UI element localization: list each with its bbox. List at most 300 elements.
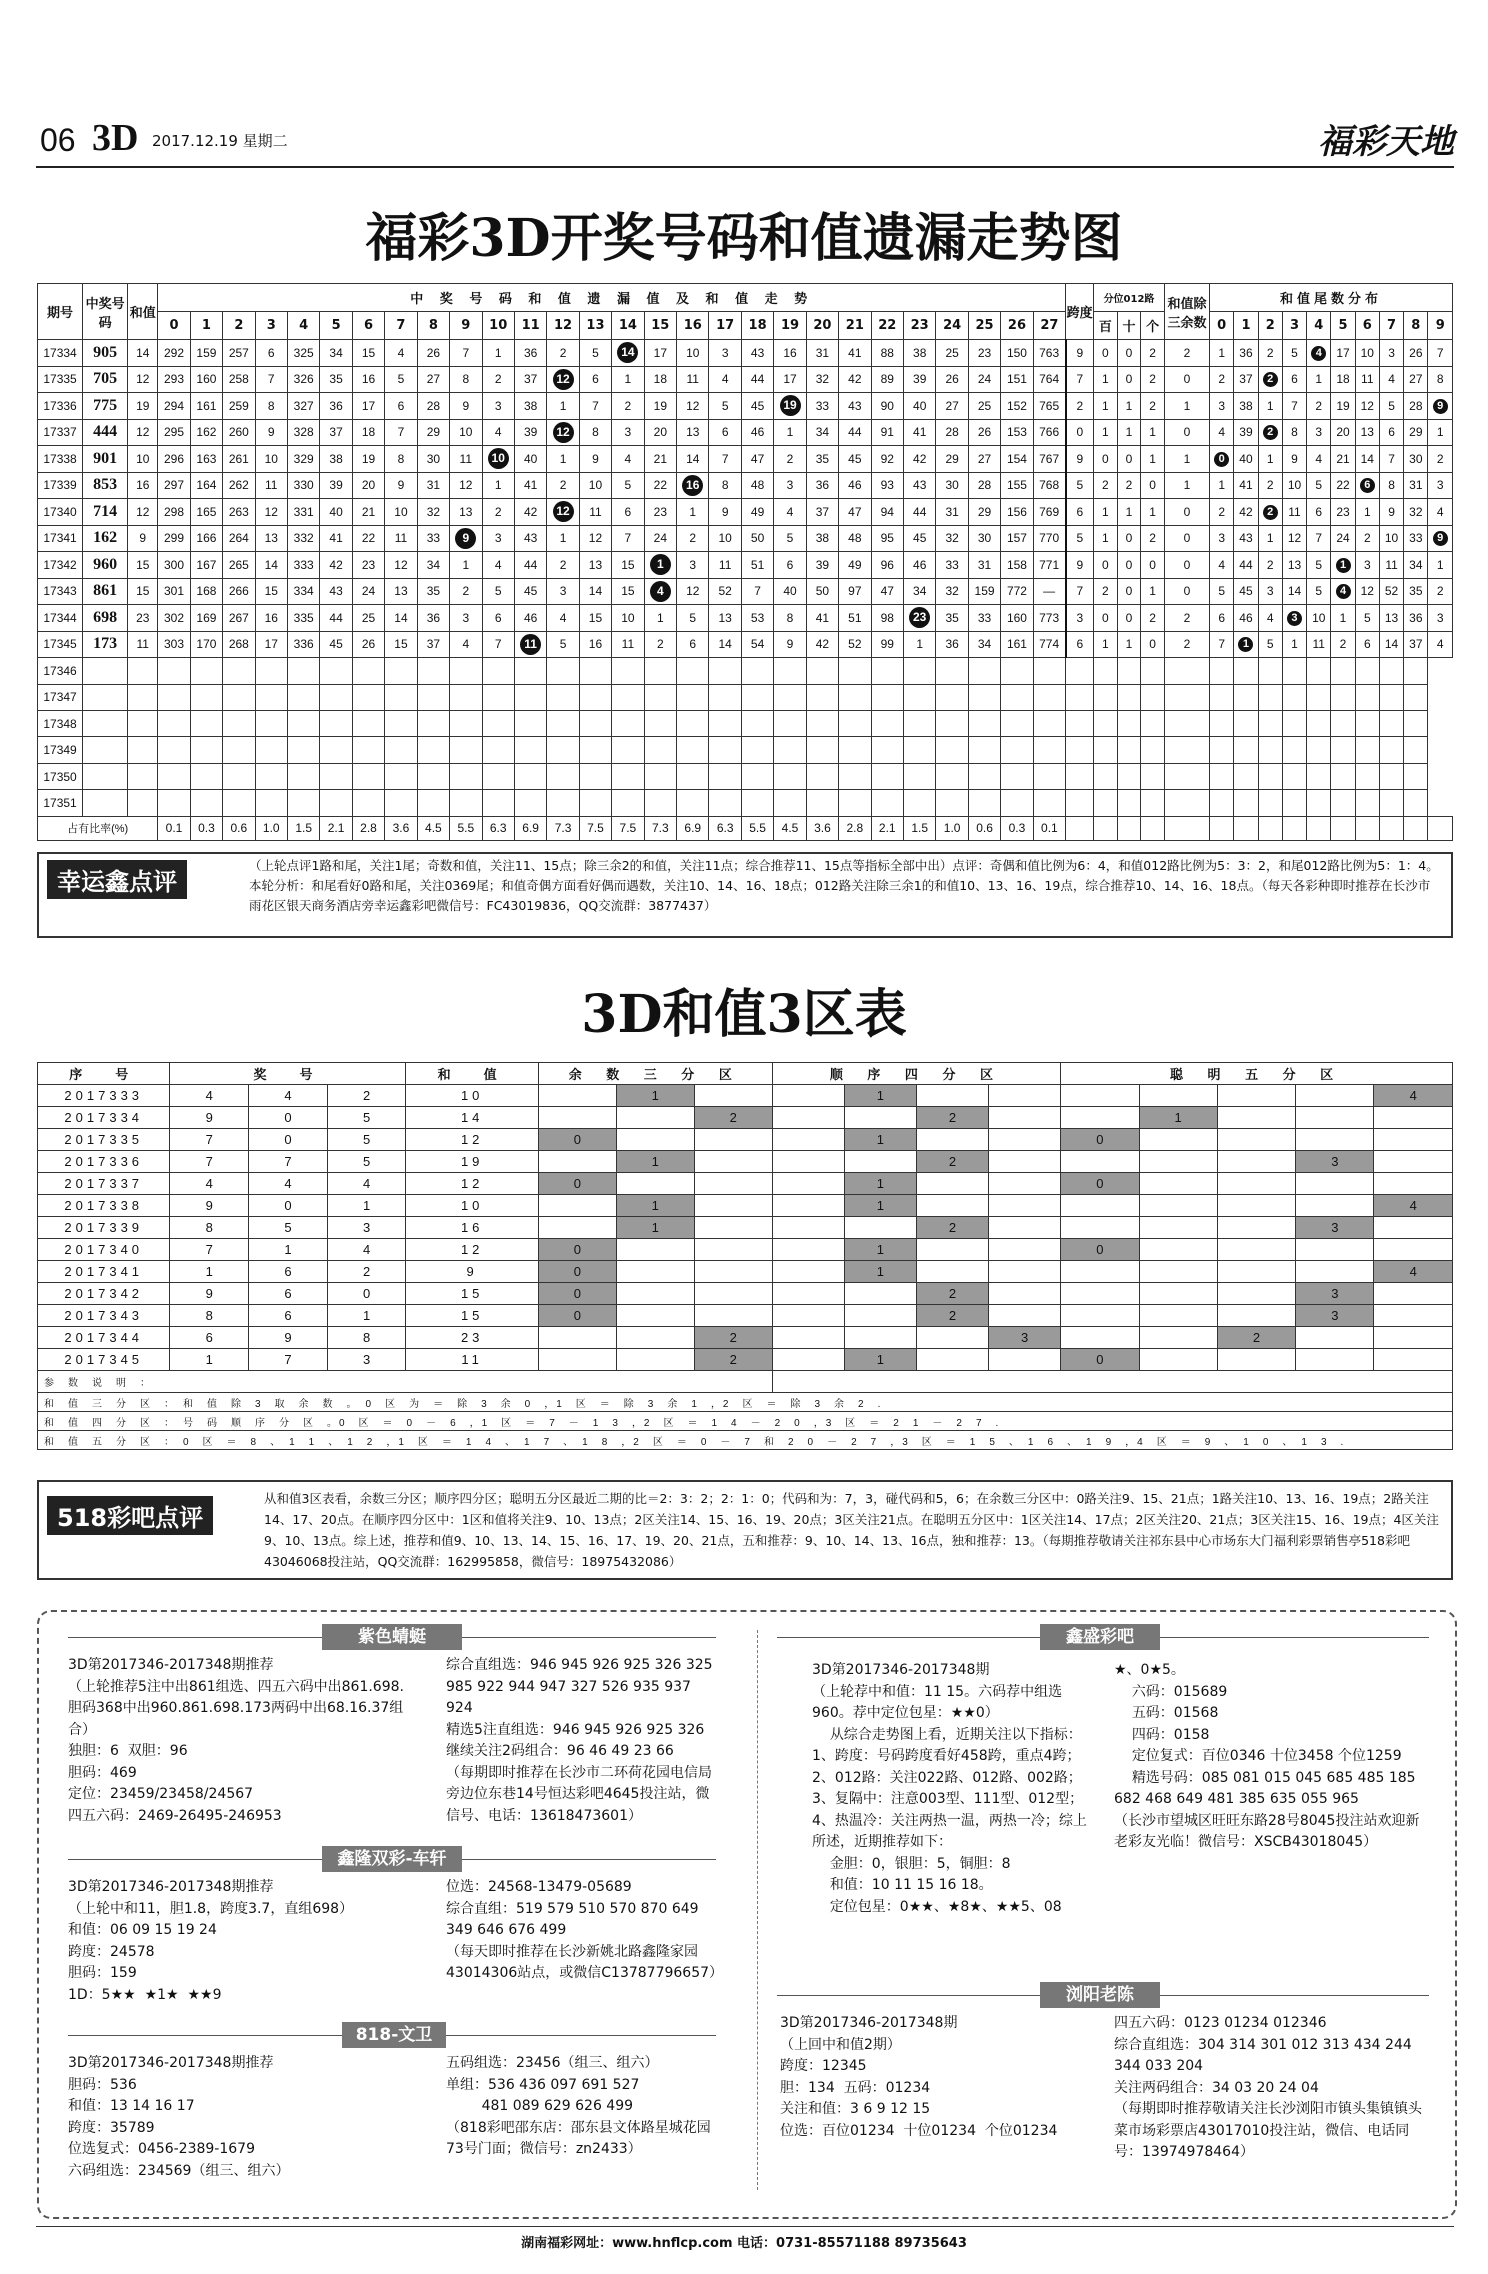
liuyang-left-text: 3D第2017346-2017348期 （上回中和值2期） 跨度：12345 胆：134 五码：01234 关注和值：3 6 9 12 15 位选：百位01234 十位01234 个位01234 [780,2015,1058,2139]
zone4-hit: 2 [916,1217,988,1239]
miss-value: 773 [1033,605,1065,631]
miss-value: 26 [417,340,449,366]
sum-hit-marker [547,419,579,445]
miss-value: 32 [806,366,838,392]
miss-value: 326 [287,366,319,392]
miss-value: 160 [190,366,222,392]
miss-value: 40 [774,578,806,604]
tail-value: 13 [1355,419,1379,445]
empty-cell [1066,658,1094,684]
prize-digit: 9 [170,1195,249,1217]
empty-cell [1094,684,1118,710]
empty-cell [385,790,417,816]
empty-cell [1404,737,1428,763]
empty-cell [83,658,128,684]
miss-value: 329 [287,446,319,472]
position-value: 0 [1117,340,1141,366]
empty-cell [255,737,287,763]
miss-value: 11 [579,499,611,525]
empty-cell [1258,711,1282,737]
tail-value: 17 [1331,340,1355,366]
issue-id: 17339 [38,472,83,498]
empty-cell [320,684,352,710]
position-value: 1 [1141,446,1165,472]
tail-value: 4 [1210,552,1234,578]
tail-value: 9 [1379,499,1403,525]
empty-cell [741,684,773,710]
tail-hit-marker [1428,393,1453,419]
miss-value: 162 [190,419,222,445]
winning-number: 173 [83,631,128,657]
miss-value: 26 [968,419,1000,445]
tail-hit-marker [1307,340,1331,366]
empty-cell [1117,737,1141,763]
empty-cell [709,737,741,763]
tail-hit-marker [1210,446,1234,472]
zone4-hit: 2 [916,1283,988,1305]
comment-text: 从和值3区表看，余数三分区；顺序四分区；聪明五分区最近二期的比＝2：3：2；2：1：0；代码和为：7，3，碰代码和5，6；在余数三分区中：0路关注9、15、21点；1路关注10、13、16、19点；2路关注14、17、20点。在顺序四分区中：1区和值将关注9、10、13点；2区关注14、15、16、19、20点；3区关注21点。在聪明五分区中：1区关注14、17点；2区关注20、21点；3区关注15、16、19点；4区关注9、10、13点。综上述，推荐和值9、10、13、14、15、16、17、19、20、21点，五和推荐：9、10、14、13、16点，独和推荐：13。（每期推荐敬请关注祁东县中心市场东大门福利彩票销售亭518彩吧43046068投注站，QQ交流群：162995858，微信号：18975432086） [264,1491,1439,1569]
miss-value: 3 [547,578,579,604]
xinlong-left-text: 3D第2017346-2017348期推荐 （上轮中和11，胆1.8，跨度3.7，直组698） 和值：06 09 15 19 24 跨度：24578 胆码：159 1D：5★★ ★1★ ★★9 [68,1879,354,2003]
sum-value: 12 [406,1129,538,1151]
miss-value: 99 [871,631,903,657]
zone5-cell [1374,1217,1453,1239]
miss-value: 37 [514,366,546,392]
empty-cell [255,790,287,816]
zone4-cell [916,1195,988,1217]
miss-value: 300 [158,552,190,578]
miss-value: 1 [612,366,644,392]
miss-value: 33 [417,525,449,551]
header-divider [36,166,1454,168]
miss-value: 39 [903,366,935,392]
zone3-cell [694,1151,772,1173]
header-tail-digit: 1 [1234,312,1258,340]
tail-value: 1 [1307,366,1331,392]
miss-value: 6 [255,340,287,366]
trend-row [38,631,1453,657]
position-value: 0 [1117,552,1141,578]
zone3-cell [538,1107,616,1129]
tail-hit-marker [1282,605,1306,631]
empty-cell [1404,790,1428,816]
miss-value: 43 [741,340,773,366]
zone5-cell [1139,1327,1217,1349]
header-mod3: 和值除三余数 [1164,284,1209,340]
miss-value: 6 [385,393,417,419]
miss-value: 46 [514,605,546,631]
zone4-cell [772,1305,844,1327]
empty-cell [1404,816,1428,840]
miss-value: 1 [903,631,935,657]
header-sum-value: 19 [774,312,806,340]
miss-value: 301 [158,578,190,604]
empty-cell [83,763,128,789]
sum-hit-value: 14 [617,342,638,363]
ratio-value: 0.1 [1033,816,1065,840]
sum-hit-marker [612,340,644,366]
sum-hit-marker [450,525,482,551]
sum-value: 11 [406,1349,538,1371]
header-sum: 和 值 [406,1063,538,1085]
miss-value: 21 [644,446,676,472]
trend-row-empty [38,658,1453,684]
sum-value: 14 [406,1107,538,1129]
empty-cell [1355,684,1379,710]
zone5-hit: 3 [1296,1151,1374,1173]
tail-value: 4 [1379,366,1403,392]
sum-hit-marker [547,366,579,392]
tail-value: 34 [1404,552,1428,578]
empty-cell [1379,737,1403,763]
tail-value: 2 [1331,631,1355,657]
miss-value: 165 [190,499,222,525]
miss-value: 50 [741,525,773,551]
empty-cell [1379,658,1403,684]
miss-value: 28 [968,472,1000,498]
sum-value: 23 [128,605,158,631]
sum-value: 16 [406,1217,538,1239]
sum-value: 16 [128,472,158,498]
header-sum-value: 16 [677,312,709,340]
empty-cell [1234,658,1258,684]
header-sum-value: 6 [352,312,384,340]
empty-cell [158,737,190,763]
miss-value: 10 [709,525,741,551]
miss-value: 23 [352,552,384,578]
miss-value: 13 [450,499,482,525]
zone-row [38,1349,1453,1371]
position-value: 0 [1117,578,1141,604]
zone5-cell [1296,1085,1374,1107]
trend-row-empty [38,763,1453,789]
sum-hit-marker [903,605,935,631]
sum-hit-value: 12 [553,422,574,443]
empty-cell [128,737,158,763]
zone5-cell [1296,1107,1374,1129]
empty-cell [128,658,158,684]
empty-cell [1355,790,1379,816]
empty-cell [903,763,935,789]
tail-value: 13 [1379,605,1403,631]
empty-cell [1033,790,1065,816]
zone-row [38,1173,1453,1195]
miss-value: 763 [1033,340,1065,366]
miss-value: 13 [709,605,741,631]
miss-value: 7 [450,340,482,366]
tail-hit-value: 0 [1214,452,1229,467]
header-sum-value: 1 [190,312,222,340]
empty-cell [1164,658,1209,684]
header-position: 百 [1094,312,1118,340]
miss-value: 98 [871,605,903,631]
issue-id: 17338 [38,446,83,472]
prize-digit: 5 [249,1217,328,1239]
empty-cell [128,763,158,789]
zone-row [38,1129,1453,1151]
zone5-hit: 4 [1374,1261,1453,1283]
empty-cell [417,763,449,789]
miss-value: 92 [871,446,903,472]
tail-value: 3 [1210,393,1234,419]
ratio-value: 5.5 [450,816,482,840]
miss-value: 295 [158,419,190,445]
zone4-hit: 1 [844,1239,916,1261]
miss-value: 7 [482,631,514,657]
miss-value: 158 [1001,552,1033,578]
miss-value: 41 [903,419,935,445]
zone5-cell [1296,1239,1374,1261]
miss-value: 15 [352,340,384,366]
zone4-cell [989,1085,1061,1107]
header-tail-digit: 3 [1282,312,1306,340]
zone-issue-id: 2017338 [38,1195,170,1217]
zone5-cell [1061,1261,1139,1283]
zone5-cell [1139,1349,1217,1371]
header-issue: 序 号 [38,1063,170,1085]
header-issue: 期号 [38,284,83,340]
zone3-cell [616,1349,694,1371]
ratio-value: 3.6 [385,816,417,840]
header-tail: 和值尾数分布 [1210,284,1453,312]
ratio-value: 2.8 [839,816,871,840]
empty-cell [1210,816,1234,840]
zone5-cell [1139,1217,1217,1239]
empty-cell [547,684,579,710]
header-sum-value: 4 [287,312,319,340]
empty-cell [1066,790,1094,816]
position-value: 1 [1141,578,1165,604]
empty-cell [450,684,482,710]
miss-value: 262 [223,472,255,498]
empty-cell [1355,816,1379,840]
miss-value: 39 [806,552,838,578]
miss-value: 14 [385,605,417,631]
zone3-hit: 1 [616,1085,694,1107]
miss-value: 48 [839,525,871,551]
miss-value: 33 [806,393,838,419]
sum-hit-marker [774,393,806,419]
miss-value: — [1033,578,1065,604]
tail-value: 35 [1404,578,1428,604]
zone-issue-id: 2017334 [38,1107,170,1129]
issue-id: 17340 [38,499,83,525]
sum-hit-marker [644,552,676,578]
prize-digit: 7 [249,1349,328,1371]
empty-cell [1001,763,1033,789]
empty-cell [1210,737,1234,763]
header-sum-value: 5 [320,312,352,340]
ratio-value: 0.6 [968,816,1000,840]
issue-id: 17350 [38,763,83,789]
miss-value: 32 [936,525,968,551]
zone5-cell [1217,1283,1295,1305]
miss-value: 38 [806,525,838,551]
position-value: 0 [1094,552,1118,578]
empty-cell [514,737,546,763]
empty-cell [806,684,838,710]
span-value: 9 [1066,340,1094,366]
empty-cell [352,711,384,737]
zone3-cell [538,1217,616,1239]
zone5-cell [1217,1173,1295,1195]
empty-cell [1428,816,1453,840]
zone5-cell [1296,1327,1374,1349]
position-value: 2 [1141,393,1165,419]
miss-value: 20 [352,472,384,498]
miss-value: 16 [255,605,287,631]
column-divider [757,1630,758,2190]
tail-hit-value: 3 [1287,611,1302,626]
empty-cell [1164,737,1209,763]
empty-cell [871,763,903,789]
sum-hit-marker [677,472,709,498]
empty-cell [839,763,871,789]
header-sum-value: 15 [644,312,676,340]
zone4-cell [916,1261,988,1283]
miss-value: 26 [936,366,968,392]
span-value: 7 [1066,366,1094,392]
empty-cell [579,790,611,816]
miss-value: 32 [417,499,449,525]
empty-cell [352,790,384,816]
zone5-hit: 0 [1061,1173,1139,1195]
mod-value: 0 [1164,525,1209,551]
empty-cell [385,658,417,684]
header-sum-value: 12 [547,312,579,340]
tail-hit-marker [1258,499,1282,525]
empty-cell [1141,763,1165,789]
miss-value: 21 [352,499,384,525]
tail-hit-value: 6 [1360,478,1375,493]
empty-cell [1117,658,1141,684]
miss-value: 16 [352,366,384,392]
issue-id: 17347 [38,684,83,710]
empty-cell [352,658,384,684]
empty-cell [1282,711,1306,737]
tail-value: 30 [1404,446,1428,472]
header-sum-value: 9 [450,312,482,340]
sum-value: 15 [128,578,158,604]
position-value: 0 [1094,446,1118,472]
empty-cell [871,684,903,710]
span-value: 5 [1066,472,1094,498]
section-tag-xinlong: 鑫隆双彩-车轩 [322,1846,462,1872]
miss-value: 97 [839,578,871,604]
miss-value: 10 [612,605,644,631]
miss-value: 29 [936,446,968,472]
miss-value: 5 [774,525,806,551]
miss-value: 6 [482,605,514,631]
issue-id: 17341 [38,525,83,551]
empty-cell [1282,763,1306,789]
zone3-cell [616,1283,694,1305]
miss-value: 1 [547,525,579,551]
zone4-cell [772,1151,844,1173]
tail-value: 2 [1428,446,1453,472]
miss-value: 36 [320,393,352,419]
empty-cell [255,763,287,789]
prize-digit: 1 [327,1195,406,1217]
miss-value: 34 [417,552,449,578]
zone5-hit: 0 [1061,1239,1139,1261]
empty-cell [968,684,1000,710]
zone4-hit: 2 [916,1305,988,1327]
miss-value: 6 [709,419,741,445]
miss-value: 23 [968,340,1000,366]
miss-value: 24 [968,366,1000,392]
tail-value: 5 [1307,578,1331,604]
empty-cell [709,711,741,737]
empty-cell [1094,711,1118,737]
miss-value: 25 [968,393,1000,419]
zone5-cell [1217,1349,1295,1371]
zone3-hit: 0 [538,1129,616,1151]
sum-value: 12 [128,499,158,525]
zone3-hit: 2 [694,1349,772,1371]
empty-cell [1094,790,1118,816]
empty-cell [1094,816,1118,840]
empty-cell [190,711,222,737]
miss-value: 293 [158,366,190,392]
zone4-cell [916,1239,988,1261]
prize-digit: 1 [170,1349,249,1371]
ratio-value: 6.9 [677,816,709,840]
zone5-cell [1217,1151,1295,1173]
miss-value: 160 [1001,605,1033,631]
empty-cell [579,737,611,763]
empty-cell [839,684,871,710]
empty-cell [547,737,579,763]
liuyang-right-text: 四五六码：0123 01234 012346 综合直组选：304 314 301 012 313 434 244 344 033 204 关注两码组合：34 03 20 24 04 （每期即时推荐敬请关注长沙浏阳市镇头集镇镇头菜市场彩票店43017010投注站，微信、电话同号：13974978464） [1114,2015,1422,2160]
position-value: 1 [1094,525,1118,551]
tail-value: 1 [1210,340,1234,366]
miss-value: 39 [320,472,352,498]
miss-value: 18 [644,366,676,392]
empty-cell [482,684,514,710]
miss-value: 764 [1033,366,1065,392]
header-tail-digit: 7 [1379,312,1403,340]
zone-issue-id: 2017335 [38,1129,170,1151]
zone3-cell [616,1107,694,1129]
empty-cell [677,737,709,763]
prize-digit: 4 [170,1173,249,1195]
mod-value: 0 [1164,366,1209,392]
tail-value: 1 [1355,499,1379,525]
tail-value: 4 [1428,499,1453,525]
miss-value: 24 [352,578,384,604]
zone3-cell [538,1085,616,1107]
issue-id: 17346 [38,658,83,684]
empty-cell [903,790,935,816]
prize-digit: 3 [327,1349,406,1371]
empty-cell [1404,658,1428,684]
zone5-cell [1374,1305,1453,1327]
zone-row [38,1085,1453,1107]
empty-cell [158,763,190,789]
miss-value: 7 [741,578,773,604]
tail-value: 13 [1282,552,1306,578]
header-position: 十 [1117,312,1141,340]
miss-value: 30 [968,525,1000,551]
empty-cell [1094,763,1118,789]
header-position: 个 [1141,312,1165,340]
tail-value: 29 [1404,419,1428,445]
miss-value: 9 [579,446,611,472]
miss-value: 10 [579,472,611,498]
zone4-hit: 2 [916,1151,988,1173]
miss-value: 45 [741,393,773,419]
